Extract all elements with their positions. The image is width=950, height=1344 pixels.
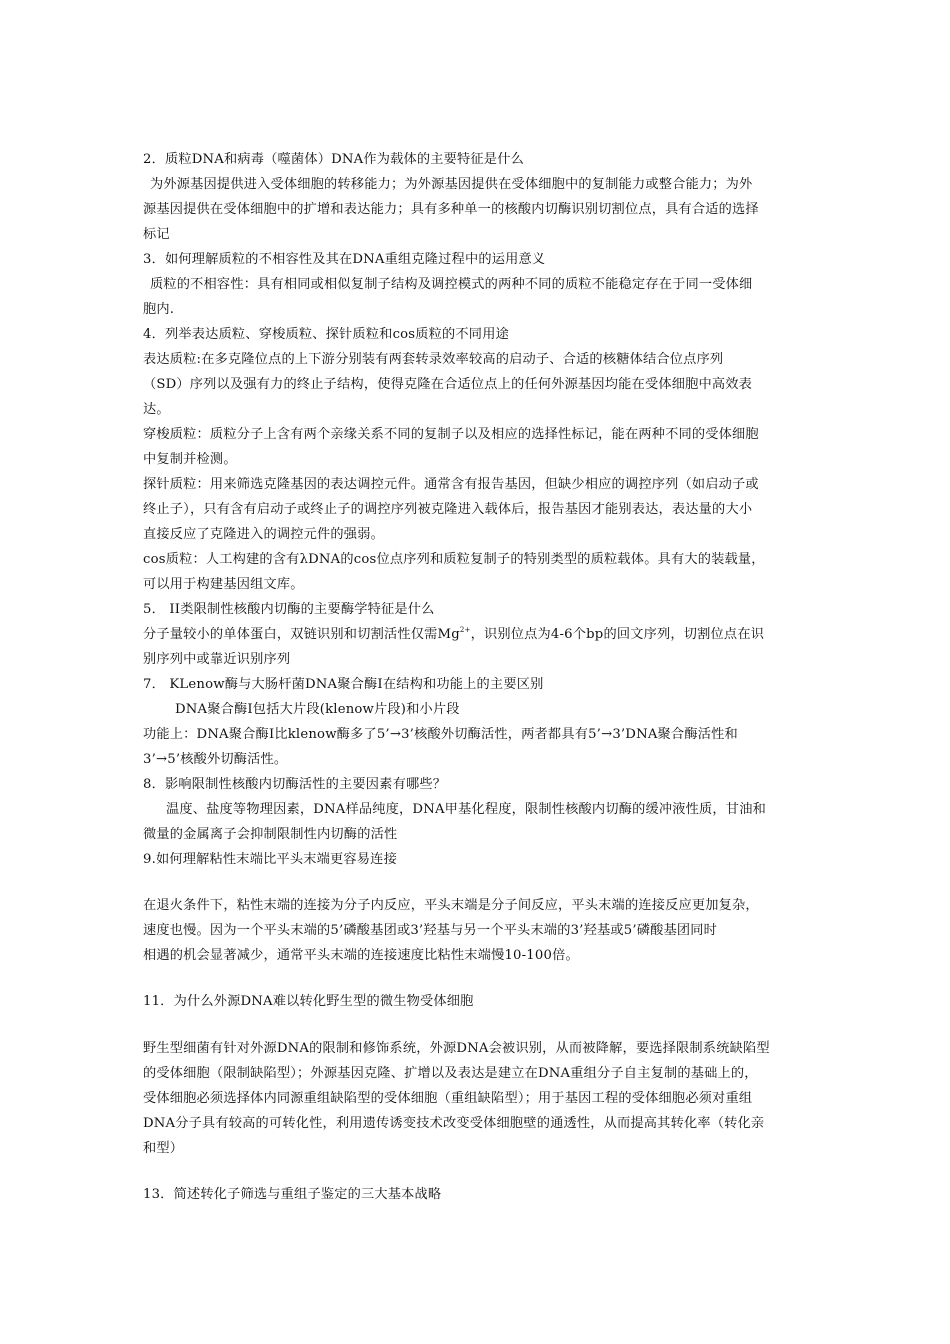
question-8-heading: 8．影响限制性核酸内切酶活性的主要因素有哪些？ (143, 777, 447, 792)
probe-plasmid-line-1: 探针质粒：用来筛选克隆基因的表达调控元件。通常含有报告基因，但缺少相应的调控序列（如启动子或 (143, 477, 759, 492)
expression-plasmid-line-1: 表达质粒:在多克隆位点的上下游分别装有两套转录效率较高的启动子、合适的核糖体结合位点序列 (143, 352, 724, 367)
answer-11-line-5: 和型） (143, 1141, 184, 1156)
magnesium-charge: 2+ (459, 626, 471, 634)
answer-3-line-2: 胞内. (143, 302, 175, 317)
answer-7-line-3: 3’→5’核酸外切酶活性。 (143, 752, 288, 767)
answer-5-text-b: ，识别位点为4-6个bp的回文序列，切割位点在识 (470, 627, 765, 642)
shuttle-plasmid-line-1: 穿梭质粒：质粒分子上含有两个亲缘关系不同的复制子以及相应的选择性标记，能在两种不同的受体细胞 (143, 427, 759, 442)
probe-plasmid-line-3: 直接反应了克隆进入的调控元件的强弱。 (143, 527, 384, 542)
cos-plasmid-line-2: 可以用于构建基因组文库。 (143, 577, 304, 592)
answer-5-text-a: 分子量较小的单体蛋白，双链识别和切割活性仅需Mg (143, 627, 460, 642)
answer-11-line-3: 受体细胞必须选择体内同源重组缺陷型的受体细胞（重组缺陷型）；用于基因工程的受体细胞必须对重组 (143, 1091, 753, 1106)
question-13-heading: 13．简述转化子筛选与重组子鉴定的三大基本战略 (143, 1187, 442, 1202)
answer-2-line-1: 为外源基因提供进入受体细胞的转移能力；为外源基因提供在受体细胞中的复制能力或整合能力；为外 (150, 177, 753, 192)
expression-plasmid-line-3: 达。 (143, 402, 170, 417)
answer-3-line-1: 质粒的不相容性：具有相同或相似复制子结构及调控模式的两种不同的质粒不能稳定存在于同一受体细 (150, 277, 753, 292)
answer-7-line-1: DNA聚合酶I包括大片段(klenow片段)和小片段 (175, 702, 460, 717)
answer-9-line-2: 速度也慢。因为一个平头末端的5’磷酸基团或3’羟基与另一个平头末端的3’羟基或5’磷酸基团同时 (143, 923, 718, 938)
answer-7-line-2: 功能上：DNA聚合酶I比klenow酶多了5’→3’核酸外切酶活性，两者都具有5’→3’DNA聚合酶活性和 (143, 727, 738, 742)
question-4-heading: 4．列举表达质粒、穿梭质粒、探针质粒和cos质粒的不同用途 (143, 327, 509, 342)
expression-plasmid-line-2: （SD）序列以及强有力的终止子结构，使得克隆在合适位点上的任何外源基因均能在受体细胞中高效表 (143, 377, 753, 392)
answer-8-line-1: 温度、盐度等物理因素，DNA样品纯度，DNA甲基化程度，限制性核酸内切酶的缓冲液性质，甘油和 (166, 802, 766, 817)
question-5-heading: 5． II类限制性核酸内切酶的主要酶学特征是什么 (143, 602, 435, 617)
answer-9-line-1: 在退火条件下，粘性末端的连接为分子内反应，平头末端是分子间反应，平头末端的连接反应更加复杂， (143, 898, 759, 913)
answer-2-line-3: 标记 (143, 227, 170, 242)
answer-11-line-2: 的受体细胞（限制缺陷型）；外源基因克隆、扩增以及表达是建立在DNA重组分子自主复制的基础上的， (143, 1066, 758, 1081)
question-2-heading: 2．质粒DNA和病毒（噬菌体）DNA作为载体的主要特征是什么 (143, 152, 524, 167)
question-7-heading: 7． KLenow酶与大肠杆菌DNA聚合酶I在结构和功能上的主要区别 (143, 677, 544, 692)
answer-5-line-2: 别序列中或靠近识别序列 (143, 652, 291, 667)
answer-2-line-2: 源基因提供在受体细胞中的扩增和表达能力；具有多种单一的核酸内切酶识别切割位点，具有合适的选择 (143, 202, 759, 217)
cos-plasmid-line-1: cos质粒：人工构建的含有λDNA的cos位点序列和质粒复制子的特别类型的质粒载体。具有大的装载量， (143, 552, 765, 567)
answer-11-line-4: DNA分子具有较高的可转化性，利用遗传诱变技术改变受体细胞壁的通透性，从而提高其转化率（转化亲 (143, 1116, 765, 1131)
question-11-heading: 11．为什么外源DNA难以转化野生型的微生物受体细胞 (143, 994, 474, 1009)
question-3-heading: 3．如何理解质粒的不相容性及其在DNA重组克隆过程中的运用意义 (143, 252, 546, 267)
answer-5-line-1 (143, 626, 764, 644)
answer-8-line-2: 微量的金属离子会抑制限制性内切酶的活性 (143, 827, 398, 842)
answer-9-line-3: 相遇的机会显著减少，通常平头末端的连接速度比粘性末端慢10-100倍。 (143, 948, 579, 963)
question-9-heading: 9.如何理解粘性末端比平头末端更容易连接 (143, 852, 397, 867)
answer-11-line-1: 野生型细菌有针对外源DNA的限制和修饰系统，外源DNA会被识别，从而被降解，要选择限制系统缺陷型 (143, 1041, 770, 1056)
probe-plasmid-line-2: 终止子），只有含有启动子或终止子的调控序列被克隆进入载体后，报告基因才能别表达，表达量的大小 (143, 502, 753, 517)
shuttle-plasmid-line-2: 中复制并检测。 (143, 452, 237, 467)
